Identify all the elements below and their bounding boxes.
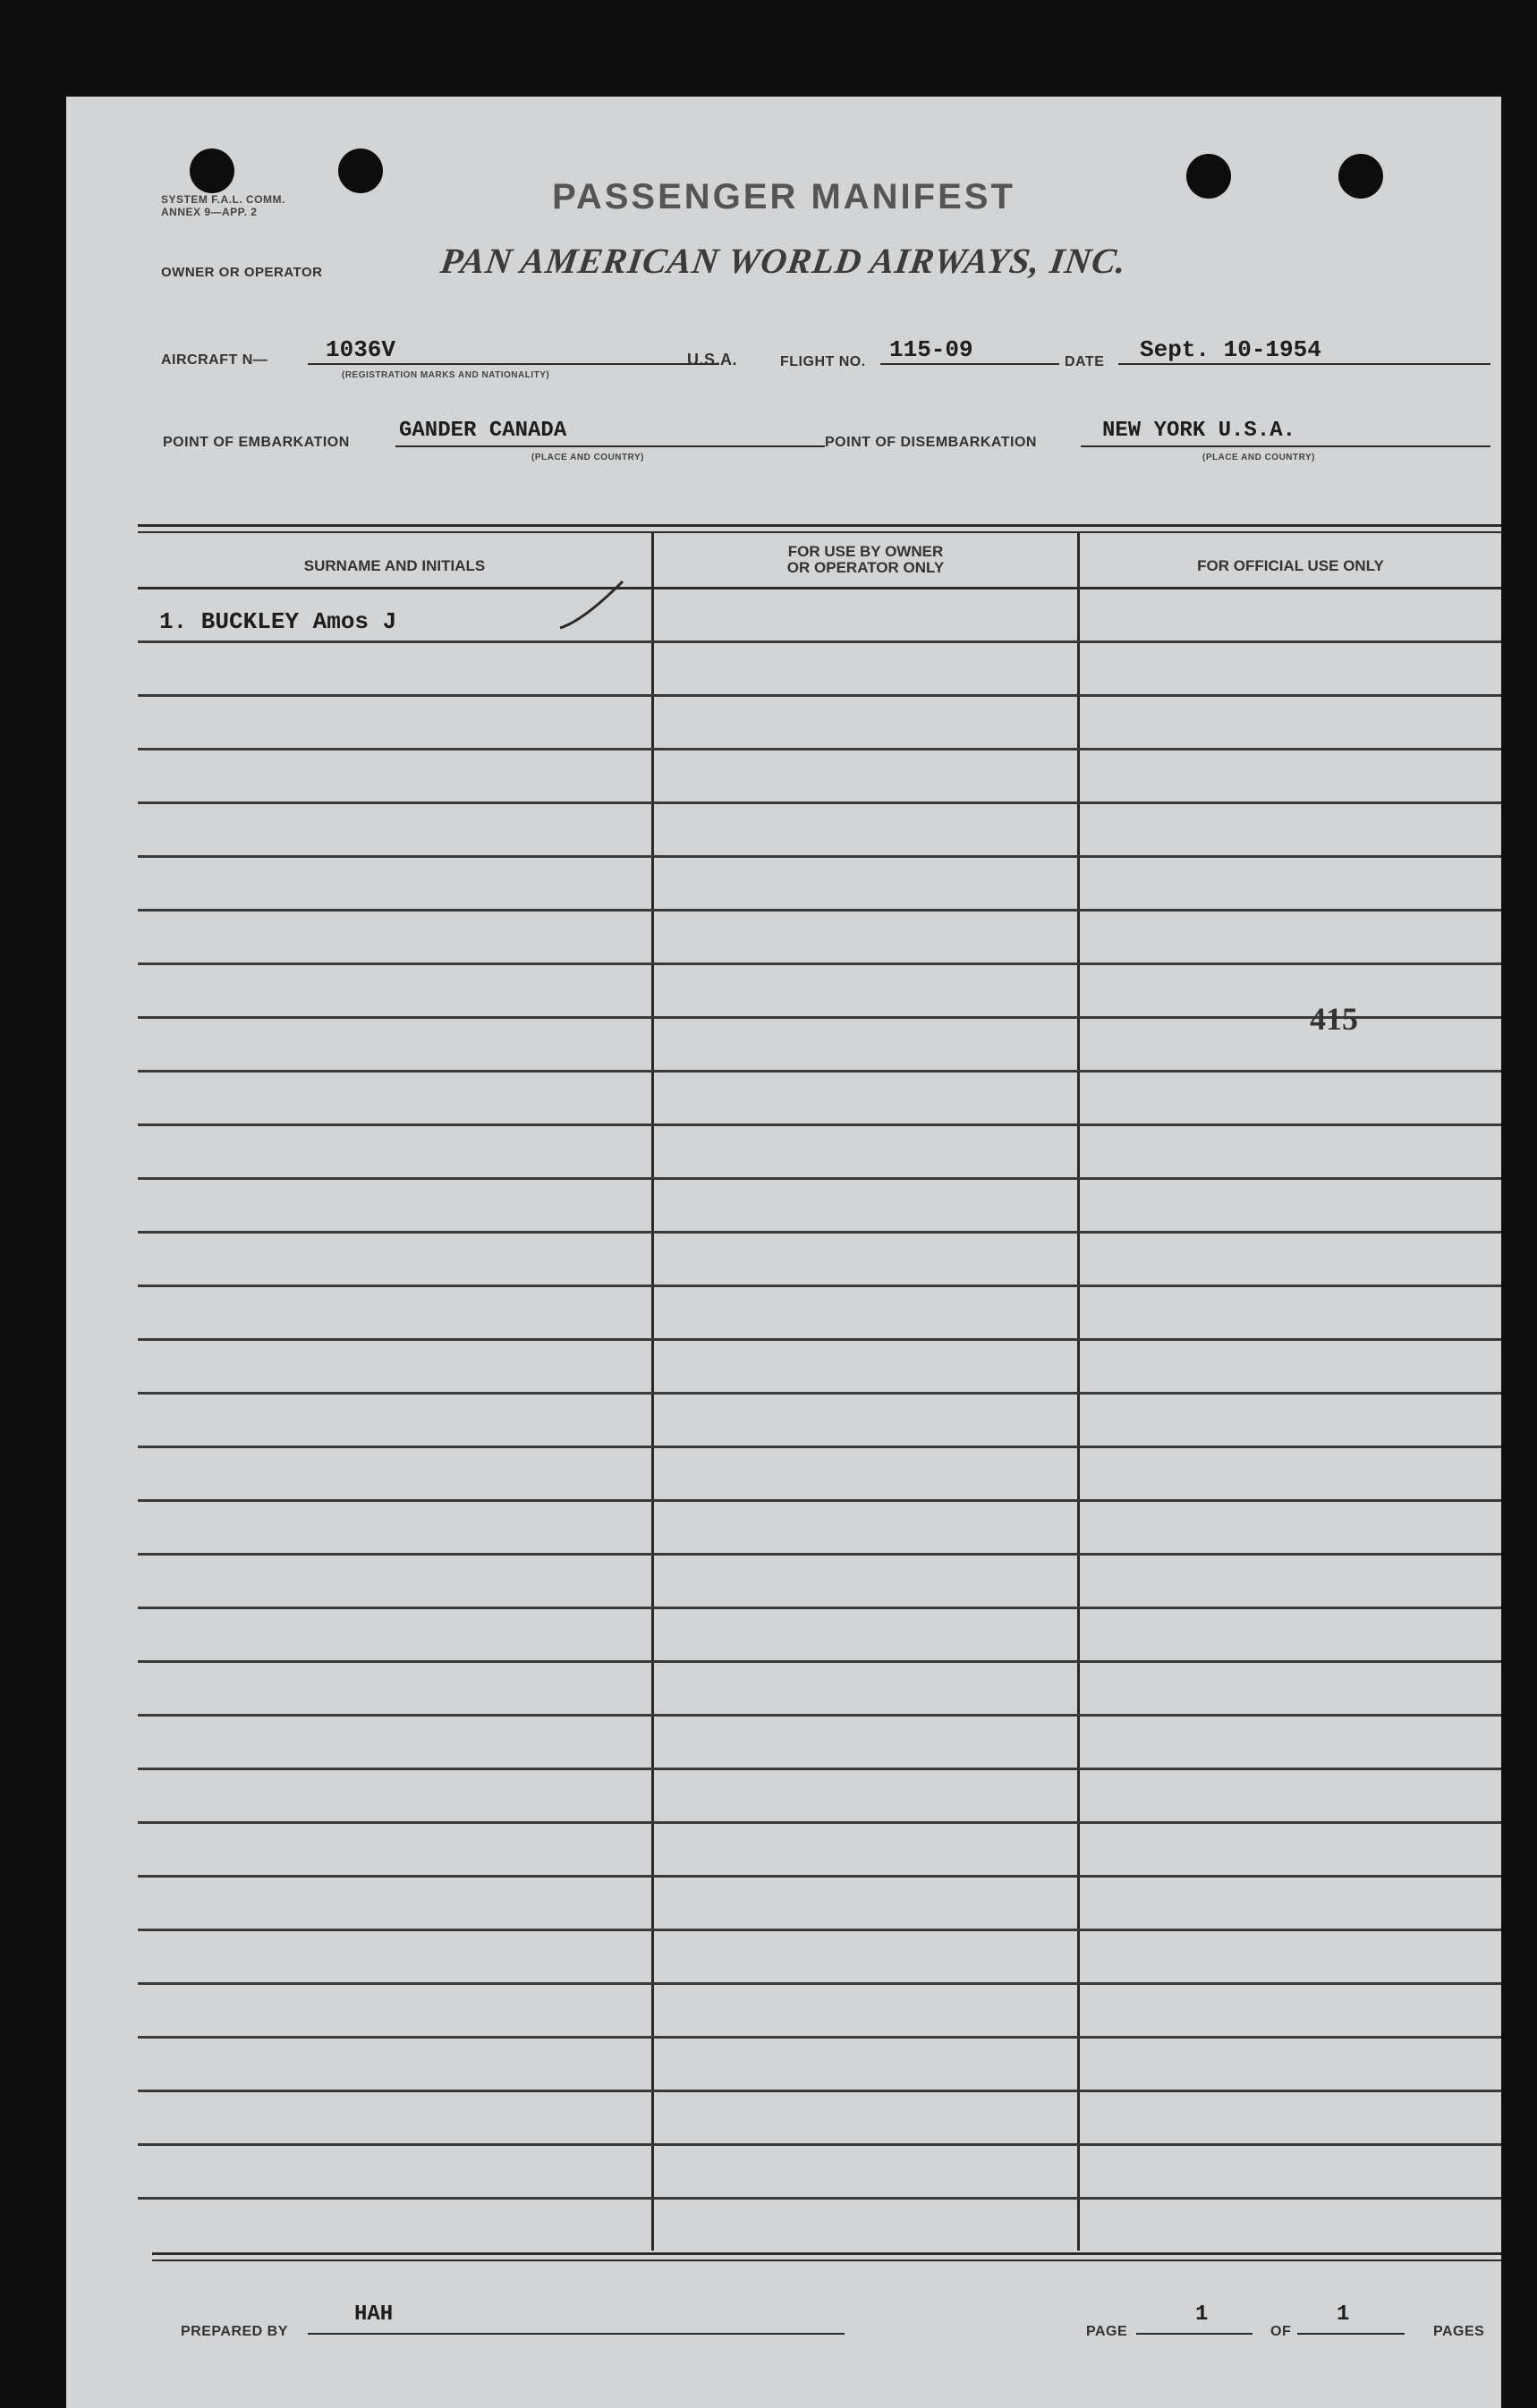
of-value: 1 — [1337, 2302, 1350, 2327]
embarkation-underline — [395, 445, 825, 447]
disembarkation-caption: (PLACE AND COUNTRY) — [1202, 453, 1315, 462]
table-row-line — [138, 1123, 1501, 1126]
of-label: OF — [1270, 2324, 1292, 2339]
date-value: Sept. 10-1954 — [1140, 336, 1321, 363]
table-row-line — [138, 909, 1501, 911]
aircraft-value: 1036V — [326, 336, 396, 363]
aircraft-label: AIRCRAFT N— — [161, 352, 268, 368]
table-bottom-rule-2 — [152, 2260, 1501, 2261]
page-title: PASSENGER MANIFEST — [552, 177, 1015, 216]
table-row-line — [138, 962, 1501, 965]
table-row-line — [138, 1929, 1501, 1931]
table-row-line — [138, 1338, 1501, 1341]
table-row-line — [138, 2090, 1501, 2092]
table-top-rule-2 — [138, 531, 1501, 533]
table-row-line — [138, 1499, 1501, 1502]
flight-value: 115-09 — [889, 336, 973, 363]
table-row-line — [138, 748, 1501, 750]
column-header-owner-use-line-1: FOR USE BY OWNER — [787, 543, 944, 560]
operator-name: PAN AMERICAN WORLD AIRWAYS, INC. — [437, 241, 1130, 281]
prepared-by-value: HAH — [354, 2302, 394, 2327]
prepared-by-underline — [308, 2333, 845, 2335]
embarkation-value: GANDER CANADA — [399, 419, 567, 443]
table-row-line — [138, 1231, 1501, 1234]
table-row-line — [138, 1875, 1501, 1878]
aircraft-country: U.S.A. — [687, 351, 738, 369]
passenger-entry-1: 1. BUCKLEY Amos J — [159, 608, 397, 635]
table-row-line — [138, 1177, 1501, 1180]
column-header-owner-use — [654, 544, 1077, 576]
manifest-sheet — [66, 97, 1501, 2408]
disembarkation-value: NEW YORK U.S.A. — [1102, 419, 1296, 443]
table-bottom-rule — [152, 2252, 1501, 2255]
prepared-by-label: PREPARED BY — [181, 2324, 288, 2339]
column-header-official: FOR OFFICIAL USE ONLY — [1197, 557, 1384, 574]
table-row-line — [138, 1714, 1501, 1717]
table-row-line — [138, 1070, 1501, 1073]
disembarkation-underline — [1081, 445, 1490, 447]
date-underline — [1118, 363, 1490, 365]
table-row-line — [138, 1285, 1501, 1287]
table-row-line — [138, 801, 1501, 804]
column-header-surname: SURNAME AND INITIALS — [303, 557, 486, 574]
table-top-rule — [138, 524, 1501, 527]
form-reference-line-2: ANNEX 9—APP. 2 — [161, 206, 258, 218]
flight-label: FLIGHT NO. — [780, 354, 866, 369]
table-row-line — [138, 1821, 1501, 1824]
table-row-line — [138, 1660, 1501, 1663]
date-label: DATE — [1065, 354, 1105, 369]
official-stamp-number: 415 — [1310, 1001, 1358, 1037]
aircraft-caption: (REGISTRATION MARKS AND NATIONALITY) — [342, 370, 550, 380]
table-row-line — [138, 855, 1501, 858]
aircraft-underline — [308, 363, 719, 365]
page-value: 1 — [1195, 2302, 1209, 2327]
form-reference-line-1: SYSTEM F.A.L. COMM. — [161, 193, 285, 206]
column-header-owner-use-line-2: OR OPERATOR ONLY — [786, 559, 945, 576]
table-row-line — [138, 1768, 1501, 1770]
table-row-line — [138, 1607, 1501, 1609]
of-underline — [1297, 2333, 1405, 2335]
embarkation-label: POINT OF EMBARKATION — [163, 435, 350, 450]
flight-underline — [880, 363, 1059, 365]
pages-label: PAGES — [1433, 2324, 1485, 2339]
embarkation-caption: (PLACE AND COUNTRY) — [531, 453, 644, 462]
check-mark-icon — [556, 578, 628, 632]
page-label: PAGE — [1086, 2324, 1128, 2339]
table-row-line — [138, 1016, 1501, 1019]
table-row-line — [138, 1553, 1501, 1556]
table-row-line — [138, 2036, 1501, 2039]
table-row-line — [138, 2197, 1501, 2200]
table-row-line — [138, 1392, 1501, 1395]
page-underline — [1136, 2333, 1253, 2335]
table-row-line — [138, 694, 1501, 697]
owner-label: OWNER OR OPERATOR — [161, 265, 323, 280]
table-row-line — [138, 2143, 1501, 2146]
disembarkation-label: POINT OF DISEMBARKATION — [825, 435, 1037, 450]
table-header-bottom-rule — [138, 587, 1501, 589]
table-row-line — [138, 1982, 1501, 1985]
table-row-line — [138, 1446, 1501, 1448]
table-row-line — [138, 640, 1501, 643]
